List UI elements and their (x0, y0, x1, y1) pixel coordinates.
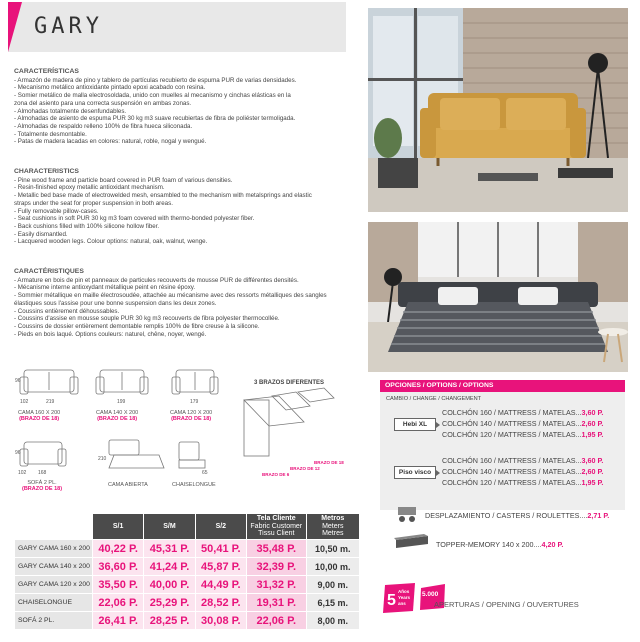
description-fr-line: - Coussins entièrement déhoussables. (14, 307, 120, 315)
description-fr-heading: CARACTÉRISTIQUES (14, 268, 84, 275)
dim-width-120: 179 (190, 399, 199, 405)
dim-chaise-width: 65 (202, 470, 208, 476)
options-header: OPCIONES / OPTIONS / OPTIONS (380, 380, 625, 392)
description-es-line: - Almohadas de respaldo relleno 100% de fibra hueca siliconada. (14, 122, 193, 130)
description-fr-line: élastiques sous l'assise pour une bonne suspension dans les deux zones. (14, 299, 217, 307)
warranty-badge (381, 583, 417, 613)
dim-bed-length: 210 (98, 456, 107, 462)
description-en-line: - Pine wood frame and particle board covered in PUR foam of various densities. (14, 176, 233, 184)
caster-icon (396, 505, 418, 523)
description-es-line: - Armazón de madera de pino y tablero de partículas recubierto de espuma PUR de varias densidades. (14, 76, 297, 84)
dim-sofa-width: 168 (38, 470, 47, 476)
table-row: GARY CAMA 140 x 200 36,60 P. 41,24 P. 45,87 P. 32,39 P. 10,00 m. (15, 558, 360, 576)
table-row: GARY CAMA 120 x 200 35,50 P. 40,00 P. 44,49 P. 31,32 P. 9,00 m. (15, 576, 360, 594)
svg-text:5: 5 (387, 592, 396, 609)
option-line: COLCHÓN 140 / MATTRESS / MATELAS...2,60 P. (442, 467, 604, 476)
description-es-heading: CARACTERÍSTICAS (14, 68, 79, 75)
topper-icon (394, 534, 430, 550)
description-fr-line: - Coussins de dossier entièrement demontable remplis 100% de fibre creuse à la silicone. (14, 322, 260, 330)
openings-text: APERTURAS / OPENING / OUVERTURES (434, 600, 579, 609)
label-cama-120: CAMA 120 X 200 (BRAZO DE 18) (170, 410, 213, 422)
description-es-line: - Mecanismo metálico antioxidante pintado epoxi acabado con resina. (14, 84, 206, 92)
option-line: COLCHÓN 140 / MATTRESS / MATELAS...2,60 P. (442, 419, 604, 428)
label-sofa-2pl: SOFÁ 2 PL. (BRAZO DE 18) (22, 480, 63, 492)
description-en-line: - Fully removable pillow-cases. (14, 207, 99, 215)
svg-text:Years: Years (398, 595, 411, 600)
description-fr-line: - Armature en bois de pin et panneaux de particules recouverts de mousse PUR de différentes densités. (14, 276, 299, 284)
table-row: GARY CAMA 160 x 200 40,22 P. 45,31 P. 50,41 P. 35,48 P. 10,50 m. (15, 540, 360, 558)
mattress-tag-hebi: Hebi XL (394, 418, 436, 431)
title-accent (8, 2, 22, 52)
title-banner (8, 2, 346, 52)
table-row: CHAISELONGUE 22,06 P. 25,29 P. 28,52 P. 19,31 P. 6,15 m. (15, 594, 360, 612)
option-topper: TOPPER-MEMORY 140 x 200....4,20 P. (436, 540, 564, 549)
photo-bed (368, 222, 628, 372)
option-line: COLCHÓN 160 / MATTRESS / MATELAS...3,60 P. (442, 456, 604, 465)
label-cama-160: CAMA 160 X 200 (BRAZO DE 18) (18, 410, 61, 422)
dim-sofa-depth: 102 (18, 470, 27, 476)
brazos-title: 3 BRAZOS DIFERENTES (254, 380, 325, 386)
description-es (14, 68, 354, 146)
brazo-12-label: BRAZO DE 12 (290, 466, 320, 471)
description-es-line: - Totalmente desmontable. (14, 130, 87, 138)
description-en-line: - Seat cushions in soft PUR 30 kg m3 foam covered with thermo-bonded polyester fiber. (14, 215, 255, 223)
description-en-line: - Easily dismantled. (14, 230, 68, 238)
table-row: SOFÁ 2 PL. 26,41 P. 28,25 P. 30,08 P. 22,06 P. 8,00 m. (15, 612, 360, 630)
description-en-line: - Resin-finished epoxy metallic antioxidant mechanism. (14, 184, 165, 192)
description-en-line: - Lacquered wooden legs. Colour options: natural, oak, walnut, wenge. (14, 238, 208, 246)
svg-text:ans: ans (398, 601, 406, 606)
option-casters: DESPLAZAMIENTO / CASTERS / ROULETTES....2,71 P. (425, 511, 610, 520)
label-cama-140: CAMA 140 X 200 (BRAZO DE 18) (96, 410, 139, 422)
brazo-6-label: BRAZO DE 6 (262, 472, 290, 477)
product-title: GARY (34, 14, 103, 39)
mattress-tag-visco: Piso visco (394, 466, 436, 479)
description-es-line: - Patas de madera lacadas en colores: natural, roble, nogal y wengué. (14, 138, 207, 146)
col-s2: S/2 (195, 514, 246, 540)
dim-sofa-height: 96 (15, 450, 21, 456)
col-sm: S/M (144, 514, 195, 540)
description-fr (14, 268, 354, 338)
option-line: COLCHÓN 160 / MATTRESS / MATELAS...3,60 P. (442, 408, 604, 417)
description-es-line: zona del asiento para una correcta suspensión en ambas zonas. (14, 99, 192, 107)
description-fr-line: - Coussins d'assise en mousse souple PUR 30 kg m3 recouverts de fibra polyester thermocollée. (14, 315, 280, 323)
label-cama-abierta: CAMA ABIERTA (108, 482, 148, 488)
label-chaiselongue: CHAISELONGUE (172, 482, 216, 488)
options-subheading: CAMBIO / CHANGE / CHANGEMENT (386, 396, 482, 402)
description-en (14, 168, 354, 246)
description-en-line: - Metallic bed base made of electrowelded mesh, ensambled to the mechanism with metalsprings and elastic (14, 192, 312, 200)
description-en-line: - Back cushions filled with 100% silicone hollow fiber. (14, 222, 160, 230)
col-tela-cliente: Tela Cliente Fabric Customer Tissu Client (247, 514, 307, 540)
dim-height: 96 (15, 378, 21, 384)
svg-text:Años: Años (398, 589, 410, 594)
description-es-line: - Almohadas de asiento de espuma PUR 30 kg m3 suave recubiertas de fibra de poliéster termoligada. (14, 115, 296, 123)
sofa-diagrams (14, 362, 369, 502)
dim-width-160: 219 (46, 399, 55, 405)
dim-width-140: 199 (117, 399, 126, 405)
description-en-line: straps under the seat for proper suspension in both areas. (14, 199, 173, 207)
description-es-line: - Almohadas totalmente desenfundables. (14, 107, 127, 115)
option-line: COLCHÓN 120 / MATTRESS / MATELAS...1,95 P. (442, 478, 604, 487)
col-metros: Metros Meters Metres (306, 514, 359, 540)
brazo-18-label: BRAZO DE 18 (314, 460, 344, 465)
description-fr-line: - Mécanisme interne antioxydant métallique peint en résine époxy. (14, 284, 196, 292)
price-table (14, 513, 360, 630)
col-s1: S/1 (92, 514, 143, 540)
dim-depth: 102 (20, 399, 29, 405)
svg-text:5.000: 5.000 (422, 591, 439, 598)
description-es-line: - Somier metálico de malla electrosoldada, unido con muelles al mecanismo y cinchas elásticas en la (14, 92, 291, 100)
option-line: COLCHÓN 120 / MATTRESS / MATELAS...1,95 P. (442, 430, 604, 439)
description-fr-line: - Pieds en bois laqué. Options couleurs: naturel, chêne, noyer, wengé. (14, 330, 207, 338)
description-fr-line: - Sommier métallique en maille électrosoudée, attachée au mécanisme avec des ressorts métalliques des sangles (14, 292, 327, 300)
photo-sofa (368, 8, 628, 212)
description-en-heading: CHARACTERISTICS (14, 168, 79, 175)
